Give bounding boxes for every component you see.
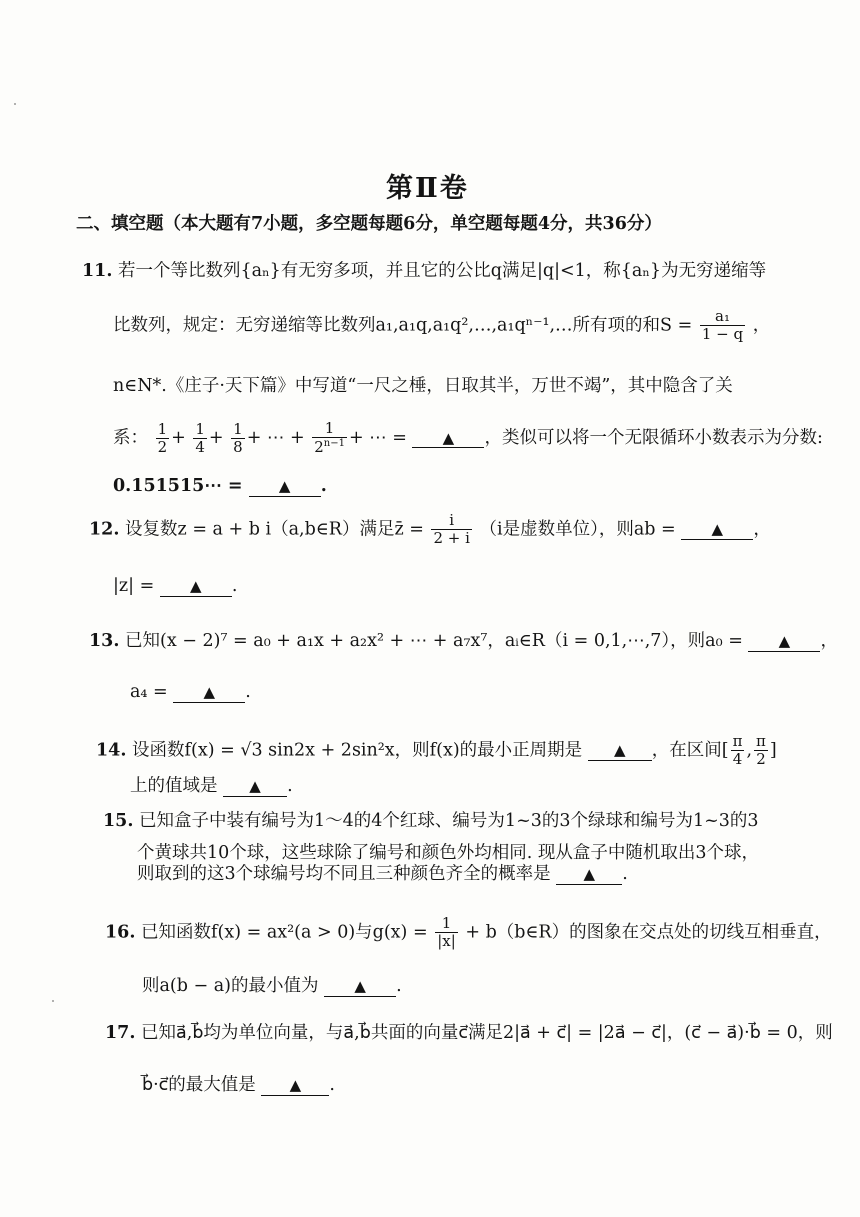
punctuation: . [396,976,402,996]
q12-text-2: （i是虚数单位），则ab = [479,519,676,540]
section-header: 二、填空题（本大题有7小题，多空题每题6分，单空题每题4分，共36分） [76,214,662,234]
question-number: 16. [105,922,136,943]
answer-mark: ▲ [778,632,791,650]
fraction-numerator: a₁ [700,308,745,326]
answer-blank-14a[interactable] [588,742,652,761]
q15-text-1: 已知盒子中装有编号为1～4的4个红球、编号为1~3的3个绿球和编号为1~3的3 [139,811,759,831]
q11-text-5: ，类似可以将一个无限循环小数表示为分数: [484,427,823,448]
answer-mark: ▲ [278,477,291,495]
q16-line1 [105,915,832,951]
q11-line1 [82,263,766,281]
question-number: 12. [89,519,120,540]
sum-formula-fraction [700,308,745,344]
answer-mark: ▲ [354,977,366,995]
q14-text-3: 上的值域是 [130,776,218,796]
q15-line1 [103,813,759,831]
punctuation: . [622,864,628,884]
answer-mark: ▲ [289,1076,302,1094]
q16-text-3: 则a(b − a)的最小值为 [142,976,319,996]
fraction-denominator: |x| [437,932,456,951]
q17-text-1: 已知a⃗,b⃗均为单位向量，与a⃗,b⃗共面的向量c⃗满足2|a⃗ + c⃗| = |2a⃗ − c⃗|，(c⃗ − a⃗)·b⃗ = 0，则 [141,1023,833,1043]
q12-line2 [113,578,237,597]
fraction-numerator: 1 [435,915,458,933]
answer-blank-12a[interactable] [681,521,753,540]
q11-line5 [113,478,327,497]
fraction-general-term: $\frac{1}{2^{n-1}}$ [314,419,345,457]
q11-text-4: 系： [113,427,148,448]
q14-text-1: 设函数f(x) = √3 sin2x + 2sin²x，则f(x)的最小正周期是 [132,740,583,761]
q15-line3 [137,866,628,885]
q11-text-3: n∈N*.《庄子·天下篇》中写道“一尺之棰，日取其半，万世不竭”，其中隐含了关 [113,376,733,396]
fraction-denominator: 2 + i [433,529,470,548]
punctuation: ， [752,315,771,336]
q13-text-1: 已知(x − 2)⁷ = a₀ + a₁x + a₂x² + ⋯ + a₇x⁷，aᵢ∈R（i = 0,1,⋯,7），则a₀ = [125,631,743,651]
punctuation: ] [769,740,777,761]
q15-text-3: 则取到的这3个球编号均不同且三种颜色齐全的概率是 [137,864,551,884]
answer-blank-17[interactable] [261,1077,329,1096]
answer-mark: ▲ [203,683,216,701]
punctuation: . [329,1075,335,1095]
q17-line2 [142,1077,335,1096]
answer-mark: ▲ [711,520,724,539]
question-number: 15. [103,811,134,831]
q11-text-6: 0.151515⋯ = [113,476,243,496]
punctuation: . [245,682,251,702]
q16-text-1: 已知函数f(x) = ax²(a > 0)与g(x) = [141,922,428,943]
punctuation: ， [753,519,771,540]
q17-line1 [105,1025,833,1043]
q14-line1: 14. 设函数f(x) = √3 sin2x + 2sin²x，则f(x)的最小正周期是 ▲ ，在区间[ $\frac{\pi}{4}$ , $\frac{\pi}{2}$ ] [96,732,777,769]
q11-line2 [113,308,770,344]
answer-blank-15[interactable] [556,866,622,885]
q12-line1 [89,512,771,548]
q11-text-1: 若一个等比数列{aₙ}有无穷多项，并且它的公比q满足|q|<1，称{aₙ}为无穷递缩等 [118,261,767,281]
scan-speck [14,103,16,105]
punctuation: . [231,576,238,596]
question-number: 11. [82,261,113,281]
q14-text-2: ，在区间[ [651,740,729,761]
fraction-pi-over-4: $\frac{\pi}{4}$ [732,732,743,769]
answer-blank-11a[interactable] [412,430,484,449]
question-number: 13. [89,631,120,651]
q13-line2 [130,684,251,703]
question-number: 17. [105,1023,136,1043]
q15-text-2: 个黄球共10个球，这些球除了编号和颜色外均相同. 现从盒子中随机取出3个球， [137,843,760,863]
q16-text-2: + b（b∈R）的图象在交点处的切线互相垂直， [465,922,832,943]
answer-mark: ▲ [190,577,202,595]
fraction-half: $\frac{1}{2}$ [157,419,168,456]
q17-text-2: b⃗·c⃗的最大值是 [142,1075,256,1095]
q13-text-2: a₄ = [130,682,168,702]
q11-line4: 系： $\frac{1}{2}$ + $\frac{1}{4}$ + $\frac{1}{8}$ + ⋯ + $\frac{1}{2^{n-1}}$ + ⋯ = ▲ ，类似可以将一个无限循环小数表示为分数: [113,419,823,457]
answer-mark: ▲ [249,777,261,795]
punctuation: . [287,776,293,796]
answer-blank-13b[interactable] [173,684,245,703]
question-number: 14. [96,740,127,761]
fraction-one-over-abs-x [435,915,458,951]
answer-blank-12b[interactable] [160,578,232,597]
answer-blank-16[interactable] [324,978,396,997]
q15-line2 [137,845,759,863]
q11-text-2: 比数列，规定：无穷递缩等比数列a₁,a₁q,a₁q²,…,a₁qⁿ⁻¹,…所有项的和S = [113,315,693,336]
punctuation: . [320,476,327,496]
complex-fraction [431,512,471,548]
answer-mark: ▲ [442,428,455,447]
answer-blank-14b[interactable] [223,778,287,797]
answer-blank-11b[interactable] [249,478,321,497]
punctuation: ， [820,631,838,651]
q12-text-1: 设复数z = a + b i（a,b∈R）满足z̄ = [125,519,424,540]
q11-line3 [113,378,733,396]
answer-mark: ▲ [613,741,626,760]
q13-line1 [89,633,838,652]
q16-line2 [142,978,402,997]
answer-blank-13a[interactable] [748,633,820,652]
fraction-quarter: $\frac{1}{4}$ [195,419,205,456]
q14-line2 [130,778,293,797]
fraction-numerator: i [431,512,471,530]
fraction-pi-over-2: $\frac{\pi}{2}$ [756,732,766,769]
fraction-denominator: 1 − q [701,325,744,344]
answer-mark: ▲ [583,865,595,883]
q12-text-3: |z| = [113,576,155,596]
scan-speck [52,1000,54,1002]
page-heading: 第Ⅱ卷 [386,173,469,204]
fraction-eighth: $\frac{1}{8}$ [233,419,243,456]
